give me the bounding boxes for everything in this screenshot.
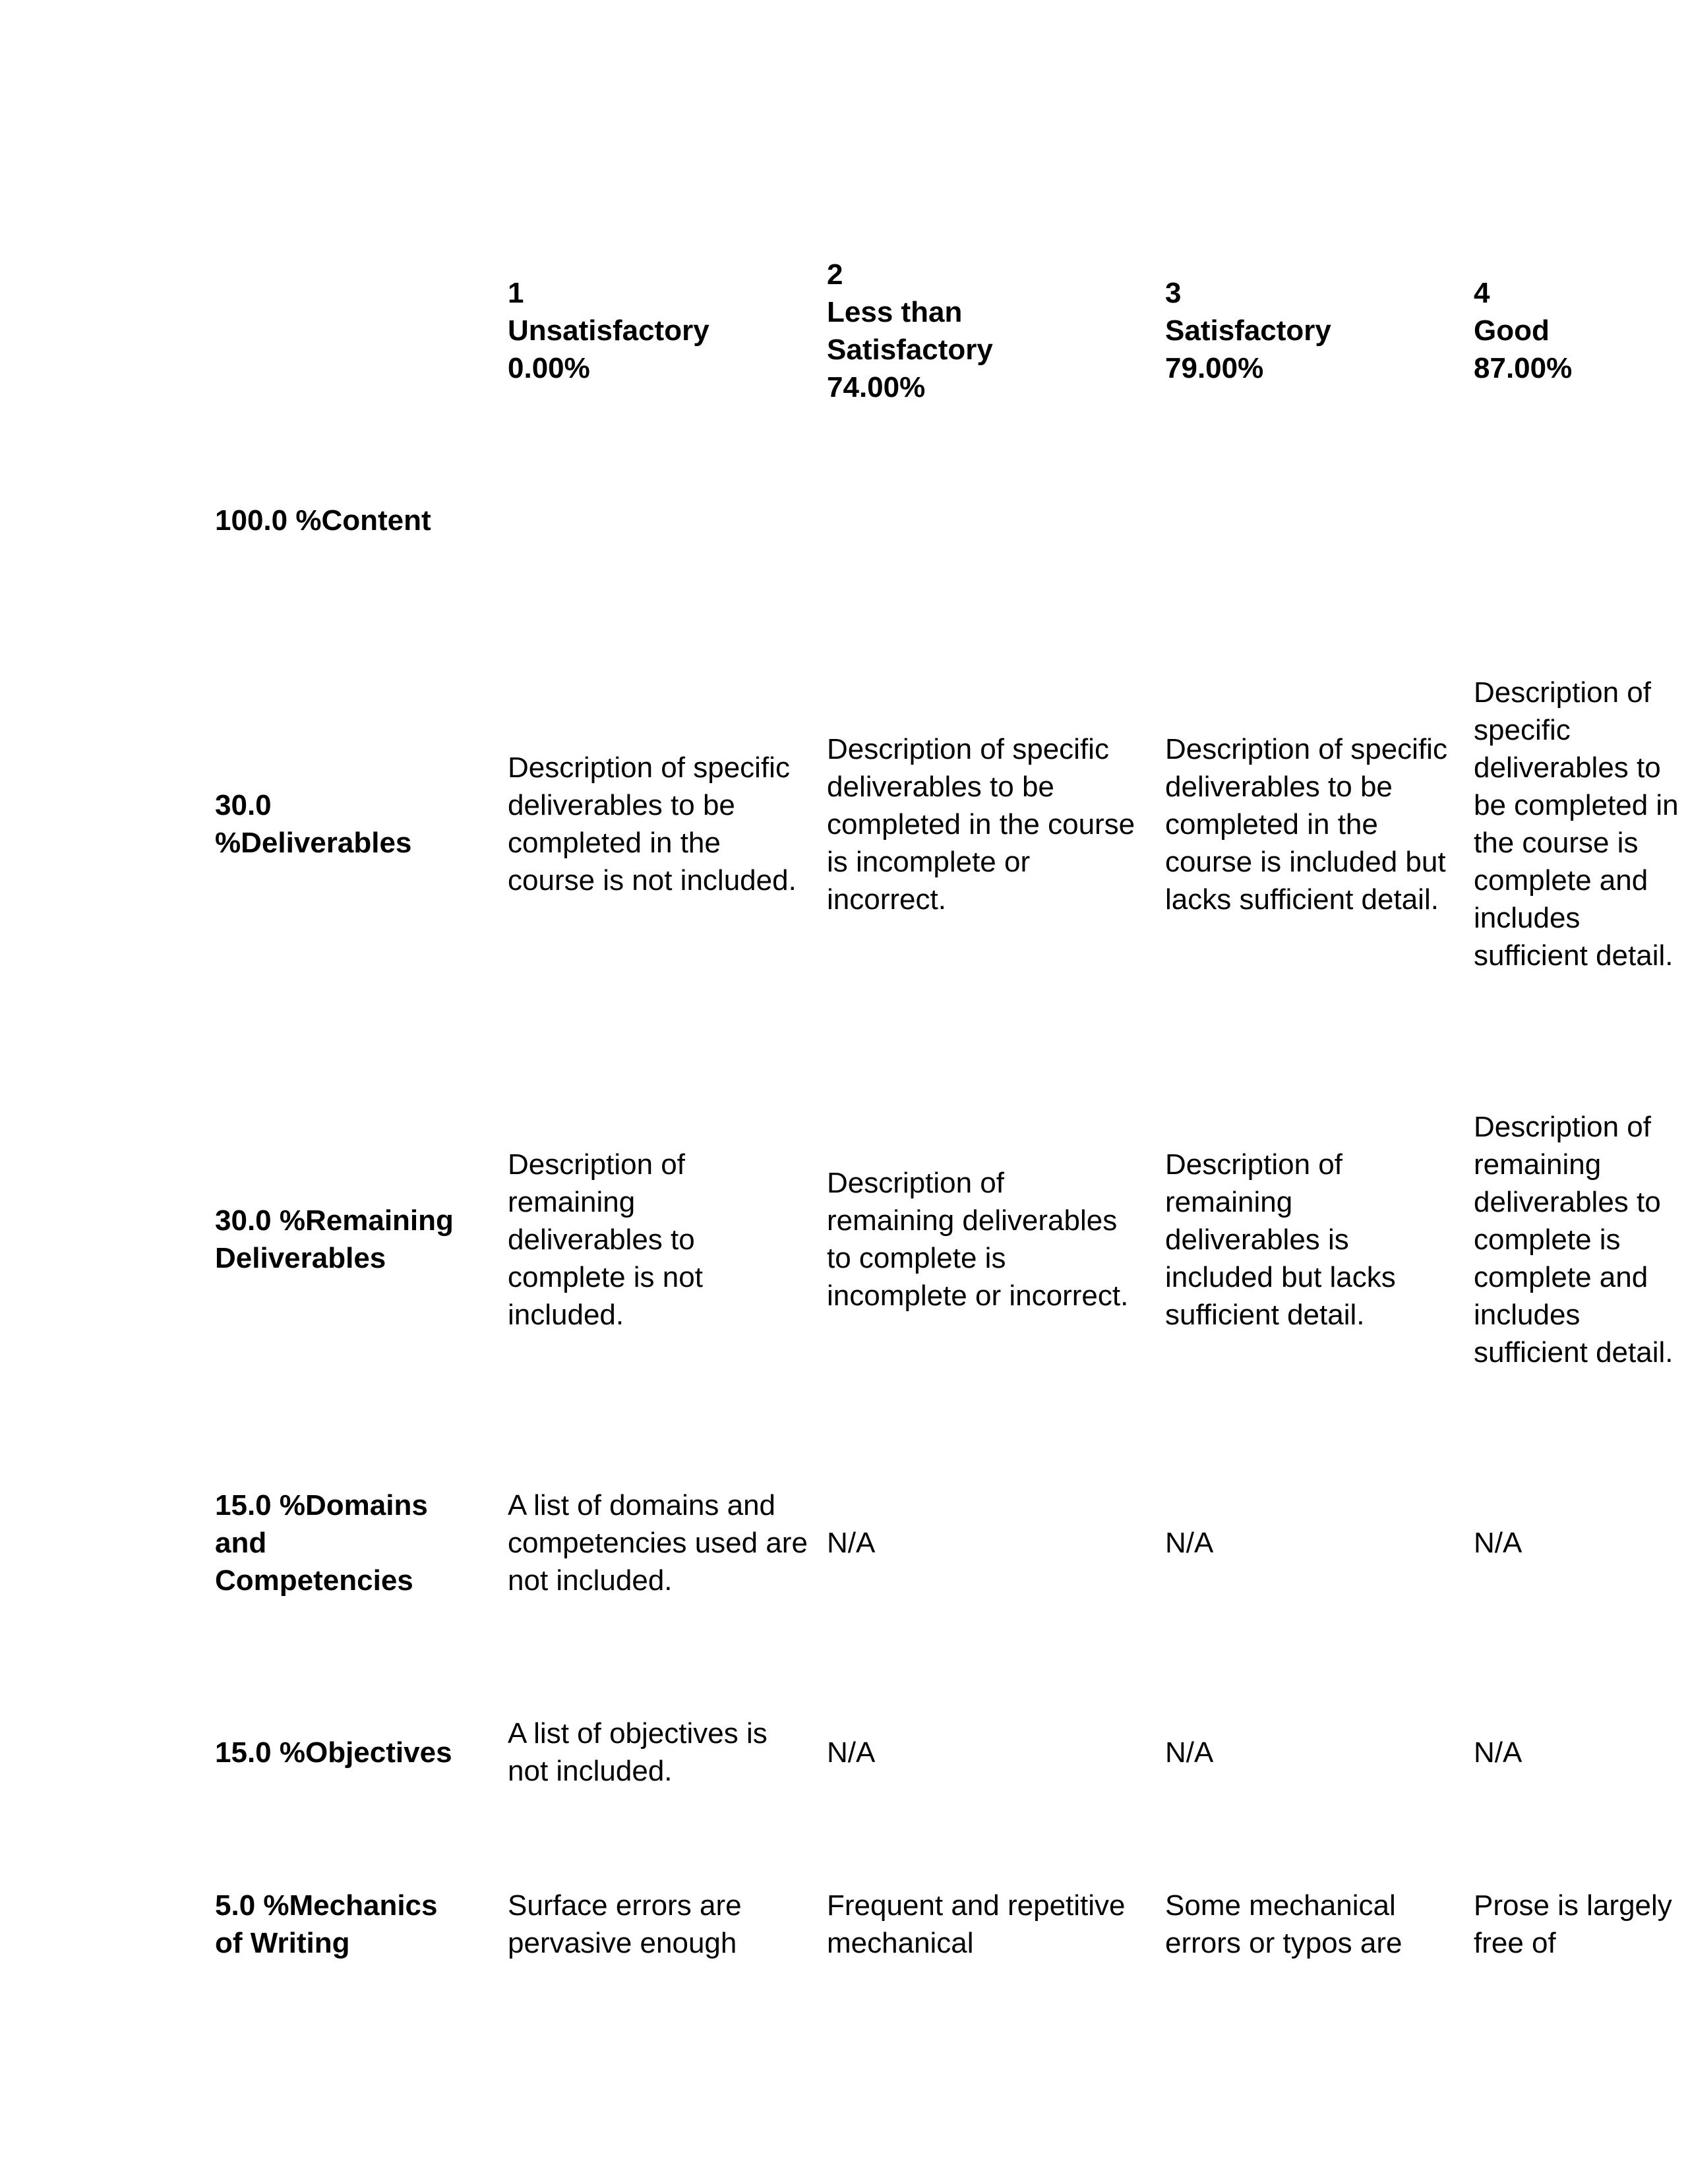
rubric-cell: Description of specific deliverables to be completed in the course is not included.: [508, 752, 797, 897]
level-percent: 79.00%: [1165, 352, 1264, 384]
criterion-label: 30.0 %Deliverables: [215, 789, 412, 859]
rubric-cell: N/A: [1474, 1526, 1522, 1559]
rubric-cell: Description of remaining deliverables to complete is not included.: [508, 1148, 703, 1331]
criterion-remaining-deliverables: [215, 1164, 479, 1314]
rubric-cell: Prose is largely free of: [1474, 1889, 1672, 1959]
rubric-cell: Frequent and repetitive mechanical: [827, 1889, 1126, 1959]
level-number: 3: [1165, 277, 1182, 309]
rubric-cell: Description of specific deliverables to be completed in the course is complete and includes sufficient detail.: [1474, 676, 1679, 972]
level-number: 4: [1474, 277, 1490, 309]
criterion-label: 15.0 %Domains and Competencies: [215, 1489, 428, 1597]
rubric-cell: Description of remaining deliverables is included but lacks sufficient detail.: [1165, 1148, 1396, 1331]
level-header-4: [1474, 274, 1685, 387]
rubric-cell: Some mechanical errors or typos are: [1165, 1889, 1402, 1959]
rubric-cell: Description of specific deliverables to be completed in the course is included but lacks sufficient detail.: [1165, 732, 1447, 916]
level-percent: 74.00%: [827, 371, 926, 403]
criterion-objectives: [215, 1715, 492, 1790]
rubric-cell: A list of domains and competencies used are not included.: [508, 1489, 808, 1597]
level-header-3: [1165, 274, 1442, 387]
level-name: Good: [1474, 314, 1550, 347]
level-percent: 87.00%: [1474, 352, 1573, 384]
criterion-label: 30.0 %Remaining Deliverables: [215, 1204, 454, 1274]
level-percent: 0.00%: [508, 352, 590, 384]
level-header-2: [827, 256, 1044, 406]
criterion-label: 5.0 %Mechanics of Writing: [215, 1889, 438, 1959]
level-number: 1: [508, 277, 524, 309]
rubric-cell: Description of remaining deliverables to complete is incomplete or incorrect.: [827, 1167, 1129, 1312]
criterion-domains-competencies: [215, 1467, 452, 1618]
rubric-cell: N/A: [1165, 1736, 1214, 1769]
level-number: 2: [827, 258, 843, 291]
criterion-label: 15.0 %Objectives: [215, 1736, 452, 1769]
rubric-cell: Description of specific deliverables to be completed in the course is incomplete or incorrect.: [827, 732, 1135, 916]
rubric-cell: N/A: [1474, 1736, 1522, 1769]
level-name: Satisfactory: [1165, 314, 1331, 347]
criterion-deliverables: [215, 749, 466, 899]
criterion-mechanics-of-writing: [215, 1887, 466, 1962]
section-title: 100.0 %Content: [215, 504, 431, 537]
level-name: Less than Satisfactory: [827, 296, 993, 366]
rubric-cell: Surface errors are pervasive enough: [508, 1889, 742, 1959]
rubric-cell: N/A: [827, 1736, 876, 1769]
rubric-cell: N/A: [827, 1526, 876, 1559]
rubric-cell: N/A: [1165, 1526, 1214, 1559]
level-header-1: [508, 274, 798, 387]
rubric-cell: A list of objectives is not included.: [508, 1717, 768, 1787]
level-name: Unsatisfactory: [508, 314, 709, 347]
rubric-cell: Description of remaining deliverables to complete is complete and includes sufficient detail.: [1474, 1110, 1673, 1369]
